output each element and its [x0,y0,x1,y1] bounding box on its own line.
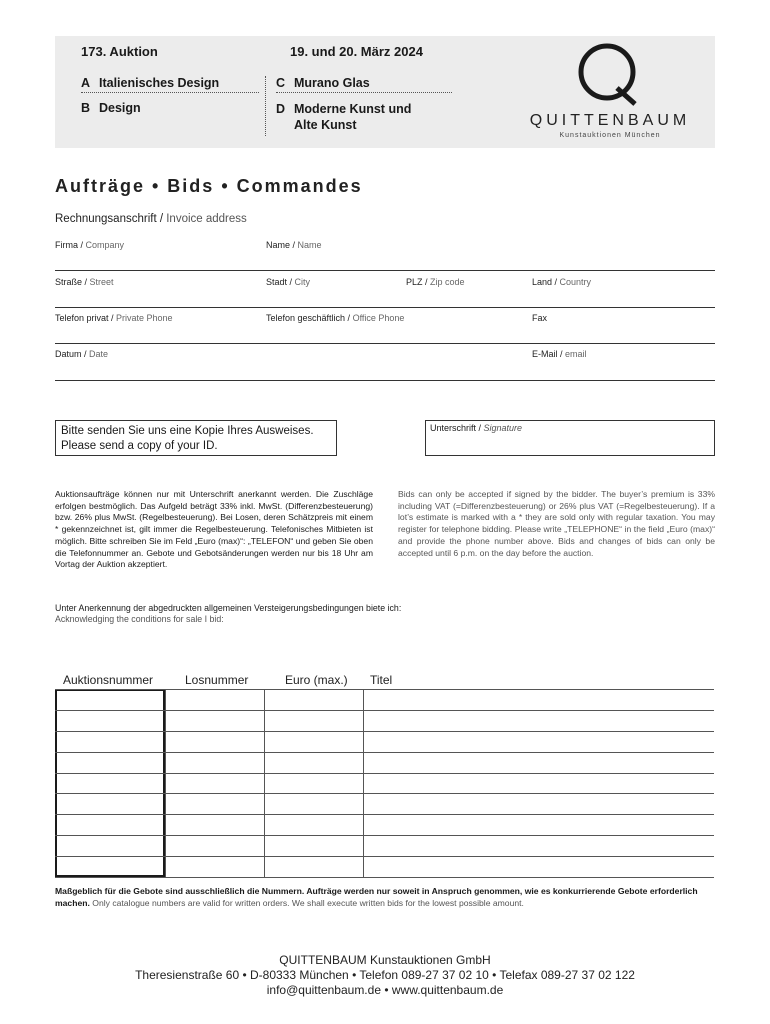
header-band [55,36,715,148]
table-column-line [264,689,265,877]
label-de: Straße / [55,277,88,287]
invoice-heading-de: Rechnungsanschrift / [55,213,164,225]
table-row-line [55,689,714,690]
table-row-line [55,731,714,732]
auction-date: 19. und 20. März 2024 [290,44,423,59]
table-column-line [165,689,166,877]
label-de: Name / [266,240,296,250]
field-rule [55,380,715,381]
category-name: Design [99,101,141,115]
zip-field[interactable] [406,277,465,287]
table-row-line [55,877,714,878]
category-letter: B [81,101,91,115]
quittenbaum-logo-icon [573,42,641,106]
label-en: email [562,349,587,359]
label-en: Office Phone [350,313,405,323]
label-en: Signature [481,423,523,433]
table-row-line [55,773,714,774]
name-field[interactable] [266,240,322,250]
label-en: Company [83,240,125,250]
signature-field[interactable] [425,420,715,456]
field-rule [55,270,715,271]
label-de: Unterschrift / [430,423,482,433]
category-letter: C [276,76,286,90]
label-de: Telefon privat / [55,313,114,323]
table-row-line [55,814,714,815]
private-phone-field[interactable] [55,313,173,323]
label-en: Private Phone [113,313,173,323]
terms-german: Auktionsaufträge können nur mit Unterschrift anerkannt werden. Die Zuschläge erfolgen bestmöglich. Das Aufgeld beträgt 33% inkl. MwSt. (Differenzbesteuerung) bzw. 26% plus MwSt. (Regelbesteuerung). Bei Losen, deren Schätzpreis mit einem * gekennzeichnet ist, gilt immer die Regelbesteuerung. Telefonisches Mitbieten ist möglich. Bitte schreiben Sie im Feld „Euro (max)“: „TELEFON“ und geben Sie oben die Telefonnummer an. Gebote und Gebotsänderungen werden nur bis 18 Uhr am Vortag der Auktion akzeptiert. [55,489,373,570]
label-en: Country [557,277,592,287]
label-de: Land / [532,277,558,287]
bid-table[interactable] [55,689,714,877]
city-field[interactable] [266,277,310,287]
date-field[interactable] [55,349,108,359]
id-notice-de: Bitte senden Sie uns eine Kopie Ihres Ausweises. [61,425,314,437]
field-rule [55,307,715,308]
id-notice-en: Please send a copy of your ID. [61,440,218,452]
category-c [276,76,452,93]
acknowledge-de: Unter Anerkennung der abgedruckten allgemeinen Versteigerungsbedingungen biete ich: [55,603,402,613]
acknowledge-en: Acknowledging the conditions for sale I bid: [55,614,224,624]
label-en: Date [86,349,109,359]
label-de: Fax [532,313,548,323]
category-letter: D [276,102,286,116]
label-en: Zip code [427,277,465,287]
category-name: Moderne Kunst und Alte Kunst [294,102,412,132]
office-phone-field[interactable] [266,313,404,323]
note-en: Only catalogue numbers are valid for written orders. We shall execute written bids for the lowest possible amount. [89,898,524,908]
bid-note [55,885,715,909]
table-row-line [55,752,714,753]
label-de: Stadt / [266,277,293,287]
invoice-heading [55,213,247,225]
category-a [81,76,259,93]
street-field[interactable] [55,277,114,287]
country-field[interactable] [532,277,591,287]
field-rule [55,343,715,344]
label-en: Street [87,277,114,287]
auction-number: 173. Auktion [81,44,158,59]
terms-english: Bids can only be accepted if signed by the bidder. The buyer’s premium is 33% including VAT (=Differenzbesteuerung) or 26% plus VAT (=Regelbesteuerung). If a lot’s estimate is marked with a * they are sold only with regular taxation. You may register for telephone bidding. Please write „TELEPHONE“ in the field „Euro (max)“ and provide the phone number above. Bids and changes of bids can only be accepted until 6 p.m. on the day before the auction. [398,489,715,558]
page-title: Aufträge • Bids • Commandes [55,176,363,196]
auction-number-column [55,689,165,877]
footer-company: QUITTENBAUM Kunstauktionen GmbH [279,953,491,967]
category-d [276,101,436,133]
label-de: Firma / [55,240,83,250]
category-divider [265,76,266,136]
table-row-line [55,835,714,836]
column-header-euro-max: Euro (max.) [285,673,348,687]
id-copy-notice [55,420,337,456]
label-en: Name [295,240,322,250]
email-field[interactable] [532,349,587,359]
footer-contact[interactable]: info@quittenbaum.de • www.quittenbaum.de [266,983,504,997]
category-name: Italienisches Design [99,76,220,90]
label-de: PLZ / [406,277,428,287]
table-row-line [55,856,714,857]
note-de: Maßgeblich für die Gebote sind ausschließlich die Nummern. Aufträge werden nur soweit in Anspruch genommen, wie es konkurrierende Gebote erforderlich machen. [55,886,698,908]
category-name: Murano Glas [294,76,370,90]
category-b [81,101,141,115]
footer-address: Theresienstraße 60 • D-80333 München • Telefon 089-27 37 02 10 • Telefax 089-27 37 02 122 [135,968,635,982]
table-row-line [55,710,714,711]
label-de: Telefon geschäftlich / [266,313,351,323]
category-letter: A [81,76,91,90]
table-row-line [55,793,714,794]
table-column-line [363,689,364,877]
label-de: Datum / [55,349,87,359]
column-header-lot-number: Losnummer [185,673,249,687]
column-header-auction-number: Auktionsnummer [63,673,154,687]
company-field[interactable] [55,240,124,250]
label-en: City [292,277,311,287]
fax-field[interactable] [532,313,547,323]
logo-wordmark: QUITTENBAUM [529,112,691,129]
logo-subtitle: Kunstauktionen München [559,132,661,139]
column-header-title: Titel [370,673,393,687]
invoice-heading-en: Invoice address [163,213,247,225]
label-de: E-Mail / [532,349,563,359]
